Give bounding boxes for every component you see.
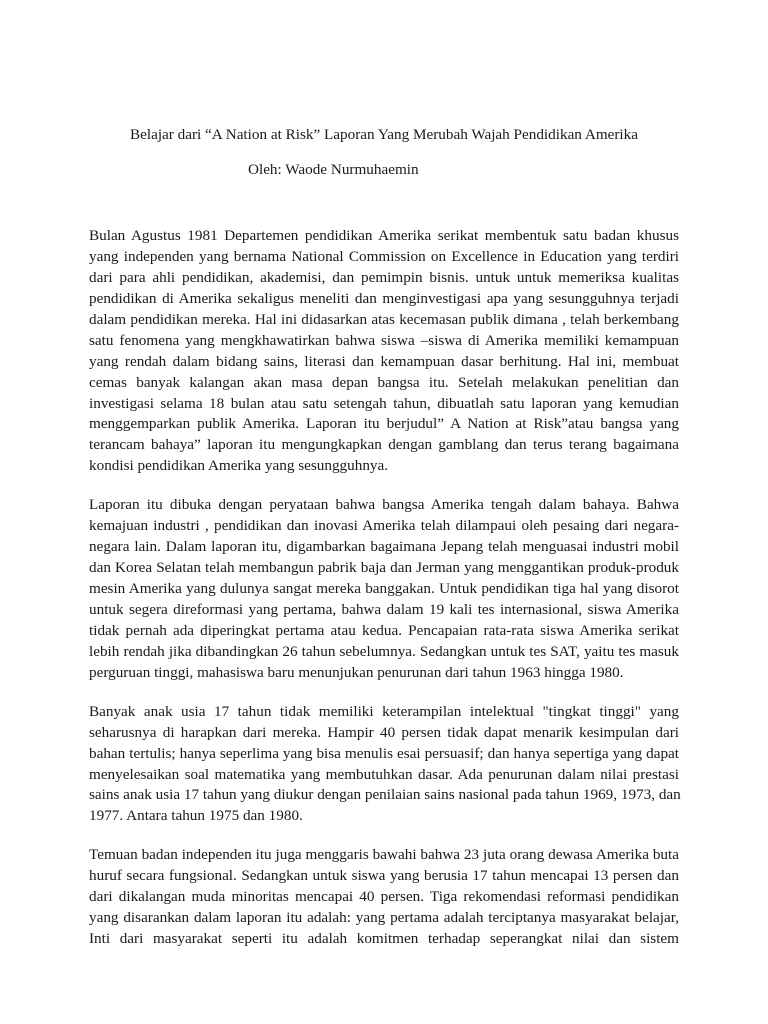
text-line: sains anak usia 17 tahun yang diukur dengan penilaian sains nasional pada tahun 1969, 1973, dan — [89, 786, 681, 804]
text-line: dari dikalangan muda minoritas mencapai 40 persen. Tiga rekomendasi reformasi pendidikan — [89, 888, 679, 906]
text-line: untuk segera direformasi yang pertama, bahwa dalam 19 kali tes internasional, siswa Amerika — [89, 600, 679, 618]
text-line: perguruan tinggi, mahasiswa baru menunjukan penurunan dari tahun 1963 hingga 1980. — [89, 663, 624, 681]
paragraph — [89, 845, 679, 950]
text-line: Inti dari masyarakat seperti itu adalah komitmen terhadap seperangkat nilai dan sistem — [89, 930, 679, 948]
text-line: yang independen yang bernama National Commission on Excellence in Education yang terdiri — [89, 247, 679, 265]
text-line: menggemparkan publik Amerika. Laporan itu berjudul” A Nation at Risk”atau bangsa yang — [89, 415, 679, 433]
text-line: investigasi selama 18 bulan atau satu setengah tahun, dibuatlah satu laporan yang kemudian — [89, 394, 679, 412]
text-line: dalam pendidikan mereka. Hal ini didasarkan atas kecemasan publik dimana , telah berkembang — [89, 310, 679, 328]
text-line: kondisi pendidikan Amerika yang sesungguhnya. — [89, 457, 389, 475]
text-line: Banyak anak usia 17 tahun tidak memiliki keterampilan intelektual "tingkat tinggi" yang — [89, 702, 679, 720]
text-line: menyelesaikan soal matematika yang membutuhkan dasar. Ada penurunan dalam nilai prestasi — [89, 765, 679, 783]
text-line: Laporan itu dibuka dengan peryataan bahwa bangsa Amerika tengah dalam bahaya. Bahwa — [89, 496, 679, 514]
text-line: kemajuan industri , pendidikan dan inovasi Amerika telah dilampaui oleh pesaing dari negara- — [89, 517, 679, 535]
text-line: satu fenomena yang mengkhawatirkan bahwa siswa –siswa di Amerika memiliki kemampuan — [89, 331, 679, 349]
text-line: huruf secara fungsional. Sedangkan untuk siswa yang berusia 17 tahun mencapai 13 persen dan — [89, 867, 679, 885]
text-line: dari para ahli pendidikan, akademisi, dan pemimpin bisnis. untuk untuk memeriksa kualitas — [89, 268, 679, 286]
text-line: 1977. Antara tahun 1975 dan 1980. — [89, 807, 303, 825]
text-line: dan Korea Selatan telah membangun pabrik baja dan Jerman yang menggantikan produk-produk — [89, 559, 679, 577]
text-line: tidak pernah ada diperingkat pertama atau kedua. Pencapaian rata-rata siswa Amerika serikat — [89, 621, 679, 639]
paragraph — [89, 702, 679, 828]
text-line: bahan tertulis; hanya seperlima yang bisa menulis esai persuasif; dan hanya sepertiga yang dapat — [89, 744, 679, 762]
text-line: yang rendah dalam bidang sains, literasi dan kemampuan dasar berhitung. Hal ini, membuat — [89, 352, 679, 370]
paragraph — [89, 495, 679, 683]
text-line: mesin Amerika yang dulunya sangat mereka banggakan. Untuk pendidikan tiga hal yang disorot — [89, 580, 679, 597]
text-line: negara lain. Dalam laporan itu, digambarkan bagaimana Jepang telah menguasai industri mobil — [89, 538, 679, 556]
text-line: seharusnya di harapkan dari mereka. Hampir 40 persen tidak dapat menarik kesimpulan dari — [89, 723, 679, 741]
text-line: yang disarankan dalam laporan itu adalah: yang pertama adalah terciptanya masyarakat belajar, — [89, 909, 679, 927]
text-line: lebih rendah jika dibandingkan 26 tahun sebelumnya. Sedangkan untuk tes SAT, yaitu tes masuk — [89, 642, 679, 660]
text-line: Bulan Agustus 1981 Departemen pendidikan Amerika serikat membentuk satu badan khusus — [89, 227, 679, 244]
author-byline: Oleh: Waode Nurmuhaemin — [248, 161, 419, 178]
paragraph — [89, 226, 679, 477]
document-title: Belajar dari “A Nation at Risk” Laporan Yang Merubah Wajah Pendidikan Amerika — [130, 126, 638, 143]
text-line: pendidikan di Amerika sekaligus meneliti dan menginvestigasi apa yang sesungguhnya terjadi — [89, 289, 679, 307]
text-line: terancam bahaya” laporan itu mengungkapkan dengan gamblang dan terus terang bagaimana — [89, 436, 679, 454]
text-line: Temuan badan independen itu juga menggaris bawahi bahwa 23 juta orang dewasa Amerika buta — [89, 846, 679, 864]
article-body — [89, 226, 679, 968]
text-line: cemas banyak kalangan akan masa depan bangsa itu. Setelah melakukan penelitian dan — [89, 373, 679, 391]
